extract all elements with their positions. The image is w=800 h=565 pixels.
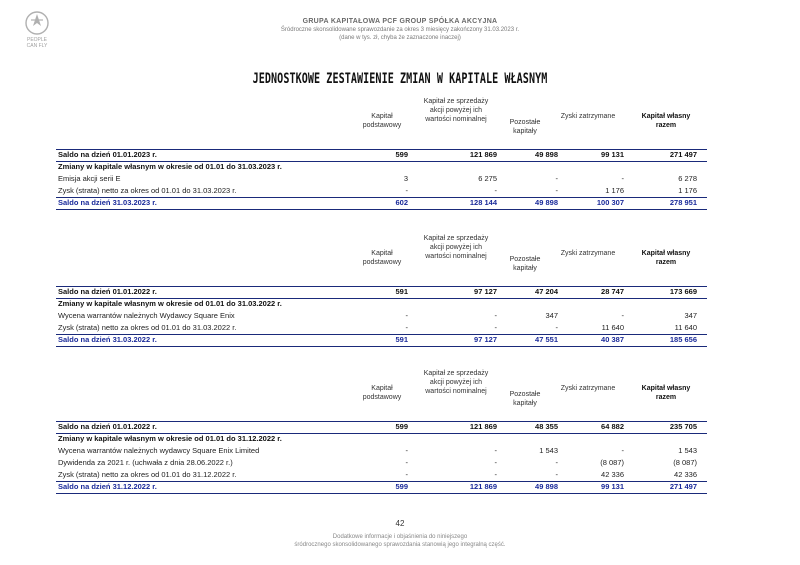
cell-value: - — [494, 446, 497, 455]
page-number: 42 — [395, 519, 405, 528]
table-row — [56, 457, 707, 469]
row-label: Saldo na dzień 31.03.2022 r. — [58, 335, 157, 344]
cell-value: 6 278 — [678, 174, 697, 183]
cell-value: 42 336 — [674, 470, 697, 479]
closing-balance-row — [56, 334, 707, 346]
row-label: Saldo na dzień 31.03.2023 r. — [58, 198, 157, 207]
row-label: Zysk (strata) netto za okres od 01.01 do 31.12.2022 r. — [58, 470, 237, 479]
column-header: Kapitał własny razem — [641, 385, 691, 401]
cell-value: 49 898 — [535, 150, 558, 159]
column-header: Zyski zatrzymane — [560, 385, 616, 392]
cell-value: 599 — [395, 482, 408, 491]
opening-balance-row — [56, 286, 707, 298]
cell-value: 47 551 — [535, 335, 558, 344]
cell-value: - — [405, 470, 408, 479]
column-header: Kapitał podstawowy — [362, 250, 402, 266]
cell-value: 28 747 — [601, 287, 624, 296]
opening-balance-row — [56, 149, 707, 161]
cell-value: 100 307 — [596, 198, 624, 207]
cell-value: 40 387 — [601, 335, 624, 344]
cell-value: 173 669 — [669, 287, 697, 296]
cell-value: - — [405, 311, 408, 320]
cell-value: 271 497 — [669, 482, 697, 491]
cell-value: - — [555, 458, 558, 467]
cell-value: 99 131 — [601, 150, 624, 159]
cell-value: 1 176 — [605, 186, 624, 195]
footer-line-1: Dodatkowe informacje i objaśnienia do niniejszego — [332, 534, 468, 540]
units-note: (dane w tys. zł, chyba że zaznaczone inaczej) — [339, 35, 461, 41]
column-header: Kapitał ze sprzedaży akcji powyżej ich wartości nominalnej — [423, 235, 489, 260]
cell-value: 271 497 — [669, 150, 697, 159]
svg-text:PEOPLE: PEOPLE — [26, 37, 48, 43]
section-label: Zmiany w kapitale własnym w okresie od 01.01 do 31.03.2023 r. — [58, 162, 282, 171]
cell-value: (8 087) — [673, 458, 697, 467]
cell-value: 602 — [395, 198, 408, 207]
page-title: JEDNOSTKOWE ZESTAWIENIE ZMIAN W KAPITALE WŁASNYM — [252, 71, 548, 87]
equity-table — [56, 368, 707, 508]
cell-value: 48 355 — [535, 422, 558, 431]
table-row — [56, 322, 707, 334]
cell-value: - — [494, 323, 497, 332]
svg-text:CAN FLY: CAN FLY — [26, 43, 48, 49]
row-label: Saldo na dzień 01.01.2022 r. — [58, 422, 157, 431]
row-label: Emisja akcji serii E — [58, 174, 121, 183]
column-header: Kapitał własny razem — [641, 250, 691, 266]
company-name: GRUPA KAPITAŁOWA PCF GROUP SPÓŁKA AKCYJNA — [302, 18, 498, 25]
cell-value: 1 176 — [678, 186, 697, 195]
cell-value: 128 144 — [469, 198, 497, 207]
cell-value: (8 087) — [600, 458, 624, 467]
cell-value: - — [621, 311, 624, 320]
column-header: Zyski zatrzymane — [560, 113, 616, 120]
closing-balance-row — [56, 197, 707, 209]
row-label: Saldo na dzień 31.12.2022 r. — [58, 482, 157, 491]
cell-value: 235 705 — [669, 422, 697, 431]
cell-value: - — [494, 458, 497, 467]
row-label: Saldo na dzień 01.01.2022 r. — [58, 287, 157, 296]
column-header: Kapitał podstawowy — [362, 113, 402, 129]
cell-value: 599 — [395, 422, 408, 431]
cell-value: 591 — [395, 287, 408, 296]
column-header: Zyski zatrzymane — [560, 250, 616, 257]
cell-value: - — [555, 323, 558, 332]
cell-value: 97 127 — [474, 287, 497, 296]
cell-value: - — [405, 186, 408, 195]
cell-value: 278 951 — [669, 198, 697, 207]
cell-value: 347 — [545, 311, 558, 320]
table-row — [56, 469, 707, 481]
cell-value: 121 869 — [469, 482, 497, 491]
cell-value: - — [405, 458, 408, 467]
cell-value: 49 898 — [535, 482, 558, 491]
changes-section-heading — [56, 298, 707, 310]
cell-value: - — [405, 323, 408, 332]
row-label: Dywidenda za 2021 r. (uchwała z dnia 28.06.2022 r.) — [58, 458, 233, 467]
cell-value: - — [621, 174, 624, 183]
table-rule — [56, 493, 707, 494]
table-rule — [56, 209, 707, 210]
table-row — [56, 310, 707, 322]
table-row — [56, 185, 707, 197]
cell-value: - — [405, 446, 408, 455]
column-header: Pozostałe kapitały — [509, 119, 541, 135]
row-label: Saldo na dzień 01.01.2023 r. — [58, 150, 157, 159]
cell-value: - — [555, 186, 558, 195]
cell-value: 11 640 — [674, 323, 697, 332]
cell-value: 3 — [403, 174, 408, 183]
cell-value: 1 543 — [539, 446, 558, 455]
column-header: Pozostałe kapitały — [509, 256, 541, 272]
cell-value: - — [555, 470, 558, 479]
cell-value: - — [494, 311, 497, 320]
cell-value: 47 204 — [535, 287, 558, 296]
section-label: Zmiany w kapitale własnym w okresie od 01.01 do 31.12.2022 r. — [58, 434, 282, 443]
table-rule — [56, 346, 707, 347]
cell-value: 347 — [684, 311, 697, 320]
table-row — [56, 445, 707, 457]
report-subtitle: Śródroczne skonsolidowane sprawozdanie za okres 3 miesięcy zakończony 31.03.2023 r. — [280, 27, 520, 33]
cell-value: 42 336 — [601, 470, 624, 479]
row-label: Zysk (strata) netto za okres od 01.01 do 31.03.2022 r. — [58, 323, 237, 332]
equity-table — [56, 233, 707, 373]
changes-section-heading — [56, 161, 707, 173]
cell-value: 97 127 — [474, 335, 497, 344]
table-row — [56, 173, 707, 185]
cell-value: 6 275 — [478, 174, 497, 183]
cell-value: 185 656 — [669, 335, 697, 344]
equity-table — [56, 96, 707, 236]
cell-value: 121 869 — [469, 422, 497, 431]
row-label: Zysk (strata) netto za okres od 01.01 do 31.03.2023 r. — [58, 186, 237, 195]
cell-value: 49 898 — [535, 198, 558, 207]
cell-value: - — [494, 470, 497, 479]
cell-value: 599 — [395, 150, 408, 159]
cell-value: 121 869 — [469, 150, 497, 159]
column-header: Kapitał ze sprzedaży akcji powyżej ich wartości nominalnej — [423, 98, 489, 123]
column-header: Kapitał podstawowy — [362, 385, 402, 401]
column-header: Kapitał własny razem — [641, 113, 691, 129]
cell-value: 99 131 — [601, 482, 624, 491]
footer-line-2: śródrocznego skonsolidowanego sprawozdania stanowią jego integralną część. — [294, 542, 506, 548]
cell-value: 64 882 — [601, 422, 624, 431]
section-label: Zmiany w kapitale własnym w okresie od 01.01 do 31.03.2022 r. — [58, 299, 282, 308]
row-label: Wycena warrantów należnych Wydawcy Square Enix — [58, 311, 235, 320]
cell-value: 11 640 — [601, 323, 624, 332]
cell-value: 1 543 — [678, 446, 697, 455]
cell-value: - — [555, 174, 558, 183]
column-header: Kapitał ze sprzedaży akcji powyżej ich wartości nominalnej — [423, 370, 489, 395]
cell-value: 591 — [395, 335, 408, 344]
opening-balance-row — [56, 421, 707, 433]
closing-balance-row — [56, 481, 707, 493]
column-header: Pozostałe kapitały — [509, 391, 541, 407]
cell-value: - — [621, 446, 624, 455]
row-label: Wycena warrantów należnych wydawcy Square Enix Limited — [58, 446, 260, 455]
changes-section-heading — [56, 433, 707, 445]
cell-value: - — [494, 186, 497, 195]
